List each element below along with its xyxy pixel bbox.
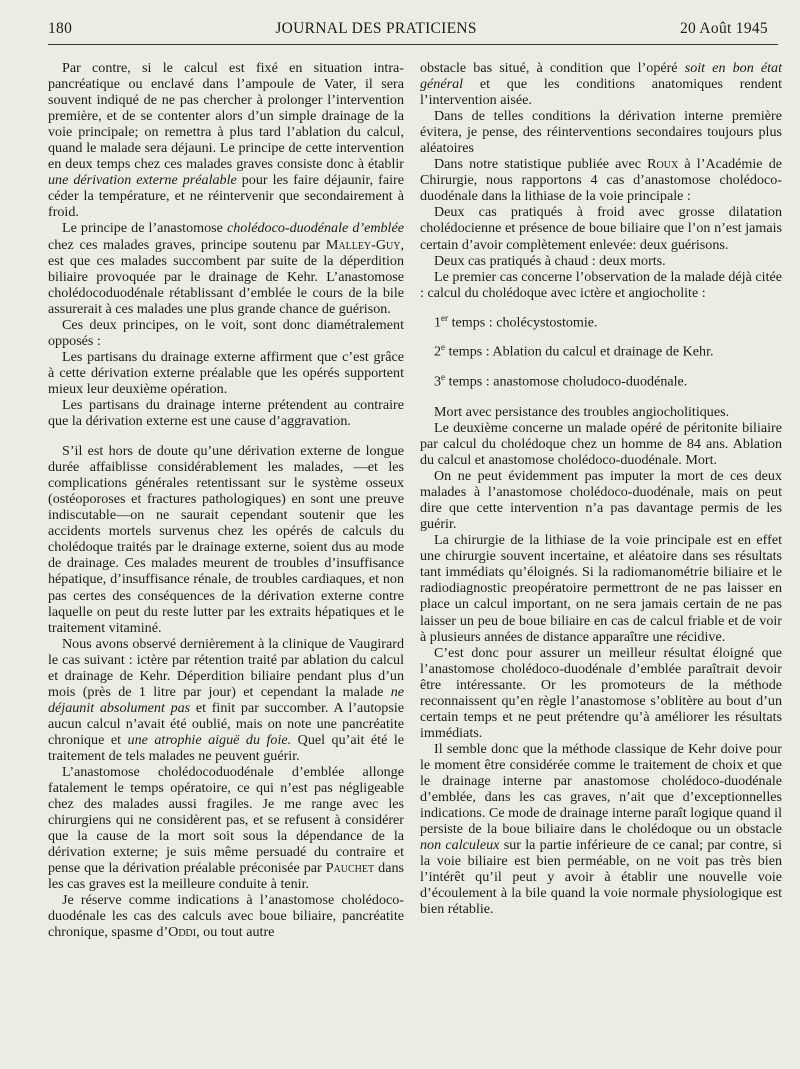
paragraph: Mort avec persistance des troubles angiocholitiques. bbox=[434, 403, 730, 420]
paragraph: Par contre, si le calcul est fixé en situation intra-pancréatique ou enclavé dans l’ampoule de Vater, il sera souvent indiqué de ne pas chercher à prolonger l’intervention première, et de se contenter alors d’un simple drainage de la voie principale; on remettra à plus tard l’ablation du calcul, quand le malade sera déjauni. Le principe de cette intervention en deux temps chez ces malades graves consiste donc à établir une dérivation externe préalable pour les faire déjaunir, faire céder la température, et ne réintervenir que secondairement à froid. bbox=[48, 60, 404, 221]
journal-title: JOURNAL DES PRATICIENS bbox=[275, 20, 477, 37]
left-column bbox=[48, 60, 404, 1061]
paragraph: S’il est hors de doute qu’une dérivation externe de longue durée affaiblisse considérablement les malades, —et les complications générales retentissant sur le système osseux (ostéoporoses et fractures pathologiques) en sont une preuve indiscutable—on ne saurait cependant soutenir que les accidents mortels survenus chez les opérés de calculs du cholédoque traités par le drainage externe, soient dus au mode de drainage. Ces malades meurent de troubles d’insuffisance hépatique, d’insuffisance rénale, de troubles cardiaques, et non pas certes des conséquences de la dérivation externe contre laquelle on peut du reste lutter par les extraits hépatiques et le traitement vitaminé. bbox=[48, 443, 404, 636]
author-name: Roux bbox=[647, 156, 679, 173]
procedure-step: 2e temps : Ablation du calcul et drainage de Kehr. bbox=[434, 342, 714, 361]
header-rule bbox=[48, 44, 778, 45]
paragraph: Je réserve comme indications à l’anastomose cholédoco-duodénale les cas des calculs avec boue biliaire, pancréatite chronique, spasme d’Oddi, ou tout autre bbox=[48, 892, 404, 941]
right-column bbox=[420, 60, 782, 1061]
paragraph: Dans de telles conditions la dérivation interne première évitera, je pense, des réinterventions secondaires toujours plus aléatoires bbox=[420, 108, 782, 157]
paragraph: Les partisans du drainage interne prétendent au contraire que la dérivation externe est une cause d’aggravation. bbox=[48, 396, 404, 430]
author-name: Malley-Guy bbox=[325, 236, 401, 253]
paragraph: Deux cas pratiqués à froid avec grosse dilatation cholédocienne et présence de boue biliaire que l’on n’est jamais certain d’avoir complètement enlevée: deux guérisons. bbox=[420, 204, 782, 253]
paragraph: C’est donc pour assurer un meilleur résultat éloigné que l’anastomose cholédoco-duodénale d’emblée paraîtrait devoir être intéressante. Or les promoteurs de la méthode reconnaissent qu’en règle l’anastomose s’oblitère au bout d’un certain temps et ne peut prétendre qu’à améliorer les résultats immédiats. bbox=[420, 644, 782, 741]
author-name: Pauchet bbox=[325, 860, 375, 877]
paragraph: L’anastomose cholédocoduodénale d’emblée allonge fatalement le temps opératoire, ce qui n’est pas négligeable chez des malades aussi fragiles. Je me range avec les chirurgiens qui ne considèrent pas, et se refusent à considérer que la cause de la mort soit sous la dépendance de la dérivation externe; je suis même persuadé du contraire et pense que la dérivation préalable préconisée par Pauchet dans les cas graves est la meilleure conduite à tenir. bbox=[48, 764, 404, 893]
running-header bbox=[48, 16, 768, 42]
paragraph: obstacle bas situé, à condition que l’opéré soit en bon état général et que les conditions anatomiques rendent l’intervention aisée. bbox=[420, 60, 782, 109]
paragraph: Nous avons observé dernièrement à la clinique de Vaugirard le cas suivant : ictère par rétention traité par ablation du calcul et drainage de Kehr. Déperdition biliaire pendant plus d’un mois (près de 1 litre par jour) et cependant la malade ne déjaunit absolument pas et finit par succomber. A l’autopsie aucun calcul n’avait été oublié, mais on note une pancréatite chronique et une atrophie aiguë du foie. Quel qu’ait été le traitement de tels malades ne peuvent guérir. bbox=[48, 635, 404, 764]
paragraph: Le principe de l’anastomose cholédoco-duodénale d’emblée chez ces malades graves, principe soutenu par Malley-Guy, est que ces malades succombent par suite de la déperdition biliaire provoquée par le drainage de Kehr. L’anastomose cholédocoduodénale rétablissant d’emblée le cours de la bile assurerait à ces malades une plus grande chance de guérison. bbox=[48, 220, 404, 317]
paragraph: Deux cas pratiqués à chaud : deux morts. bbox=[434, 252, 666, 269]
paragraph: On ne peut évidemment pas imputer la mort de ces deux malades à l’anastomose cholédoco-duodénale, mais on peut dire que cette intervention n’a pas davantage permis de les guérir. bbox=[420, 468, 782, 533]
author-name: Oddi bbox=[168, 924, 197, 941]
issue-date: 20 Août 1945 bbox=[679, 20, 768, 37]
paragraph: Le deuxième concerne un malade opéré de péritonite biliaire par calcul du cholédoque chez un homme de 84 ans. Ablation du calcul et anastomose cholédoco-duodénale. Mort. bbox=[420, 419, 782, 469]
procedure-step: 3e temps : anastomose choludoco-duodénale. bbox=[434, 372, 688, 390]
paragraph: Les partisans du drainage externe affirment que c’est grâce à cette dérivation externe préalable que les opérés supportent mieux leur deuxième opération. bbox=[48, 348, 404, 397]
paragraph: Le premier cas concerne l’observation de la malade déjà citée : calcul du cholédoque avec ictère et angiocholite : bbox=[420, 268, 782, 301]
procedure-step: 1er temps : cholécystostomie. bbox=[434, 312, 598, 331]
paragraph: La chirurgie de la lithiase de la voie principale est en effet une chirurgie souvent incertaine, et aléatoire dans ses résultats tant immédiats qu’éloignés. Si la radiomanométrie biliaire et le radiodiagnostic preopératoire permettront de ne pas laisser en place un calcul important, on ne sera jamais certain de ne pas laisser un peu de boue biliaire en cas de calcul friable et de voir à plusieurs années de distance apparaître une récidive. bbox=[420, 532, 782, 645]
page-number: 180 bbox=[48, 20, 73, 37]
paragraph: Dans notre statistique publiée avec Roux à l’Académie de Chirurgie, nous rapportons 4 cas d’anastomose cholédoco-duodénale dans la lithiase de la voie principale : bbox=[420, 156, 782, 205]
paragraph: Il semble donc que la méthode classique de Kehr doive pour le moment être considérée comme le traitement de choix et que le drainage interne par anastomose cholédoco-duodénale d’emblée, dans les cas graves, n’ait que d’exceptionnelles indications. Ce mode de drainage interne paraît logique quand il persiste de la boue biliaire dans le cholédoque ou un obstacle non calculeux sur la partie inférieure de ce canal; par contre, si la voie biliaire est bien perméable, on ne voit pas très bien l’intérêt qu’il peut y avoir à établir une nouvelle voie d’écoulement à la bile quand la voie normale physiologique est bien rétablie. bbox=[420, 740, 782, 918]
paragraph: Ces deux principes, on le voit, sont donc diamétralement opposés : bbox=[48, 316, 404, 349]
